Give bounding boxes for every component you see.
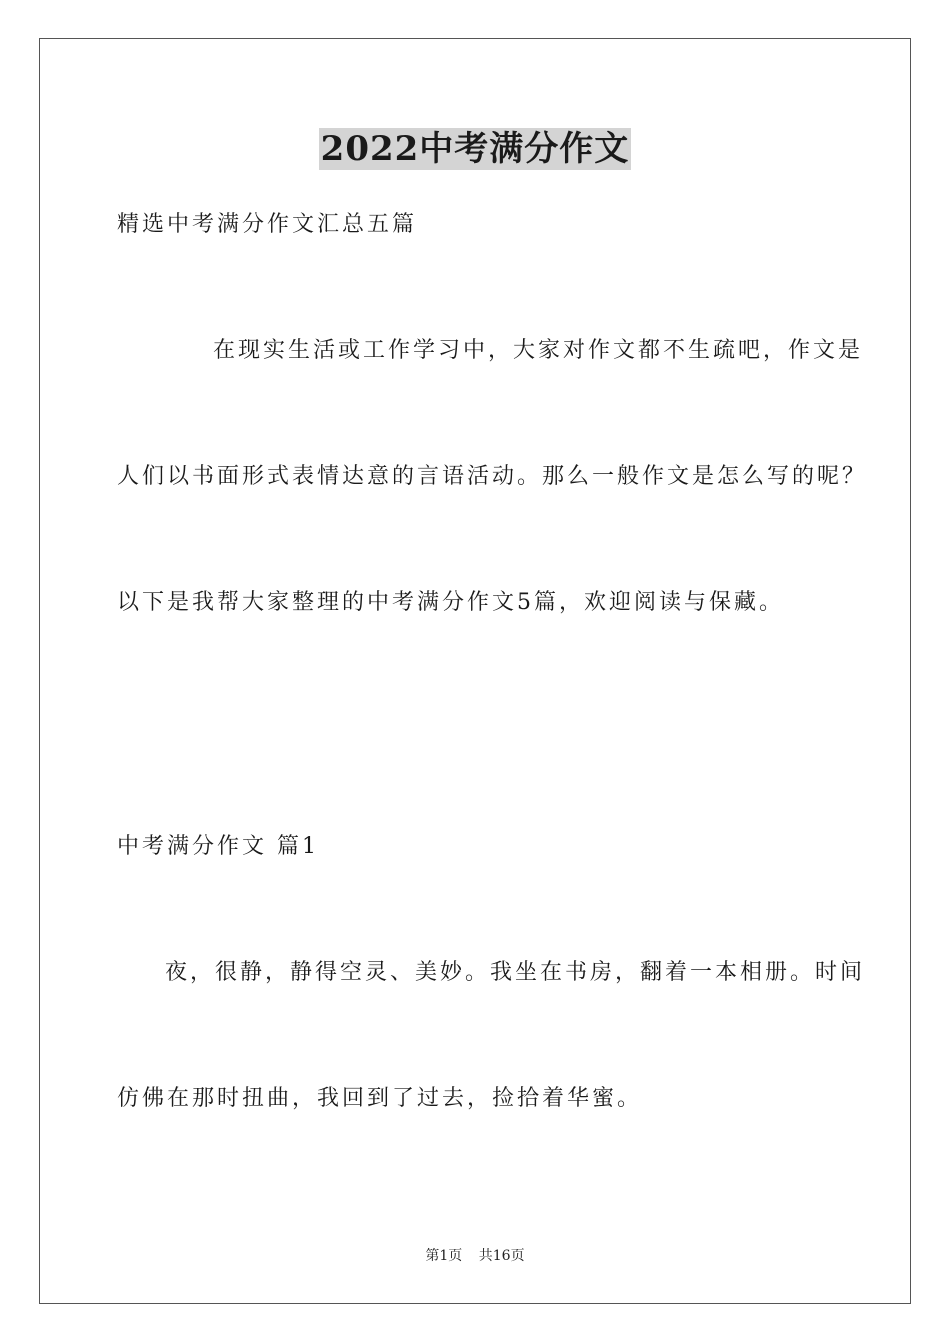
body-line-2: 仿佛在那时扭曲，我回到了过去，捡拾着华蜜。: [117, 1086, 643, 1111]
document-subtitle: 精选中考满分作文汇总五篇: [117, 212, 418, 237]
page-number: 第1页: [425, 1248, 463, 1264]
intro-line-1: 在现实生活或工作学习中，大家对作文都不生疏吧，作文是: [213, 338, 864, 363]
page-footer: [0, 1246, 950, 1266]
document-title: 2022中考满分作文: [320, 129, 630, 169]
intro-line-3: 以下是我帮大家整理的中考满分作文5篇，欢迎阅读与保藏。: [117, 590, 784, 615]
title-container: [0, 128, 950, 170]
intro-line-2: 人们以书面形式表情达意的言语活动。那么一般作文是怎么写的呢？: [117, 464, 868, 489]
body-line-1: 夜，很静，静得空灵、美妙。我坐在书房，翻着一本相册。时间: [165, 960, 866, 985]
section-heading: 中考满分作文 篇1: [117, 834, 319, 859]
page-total: 共16页: [478, 1248, 525, 1264]
